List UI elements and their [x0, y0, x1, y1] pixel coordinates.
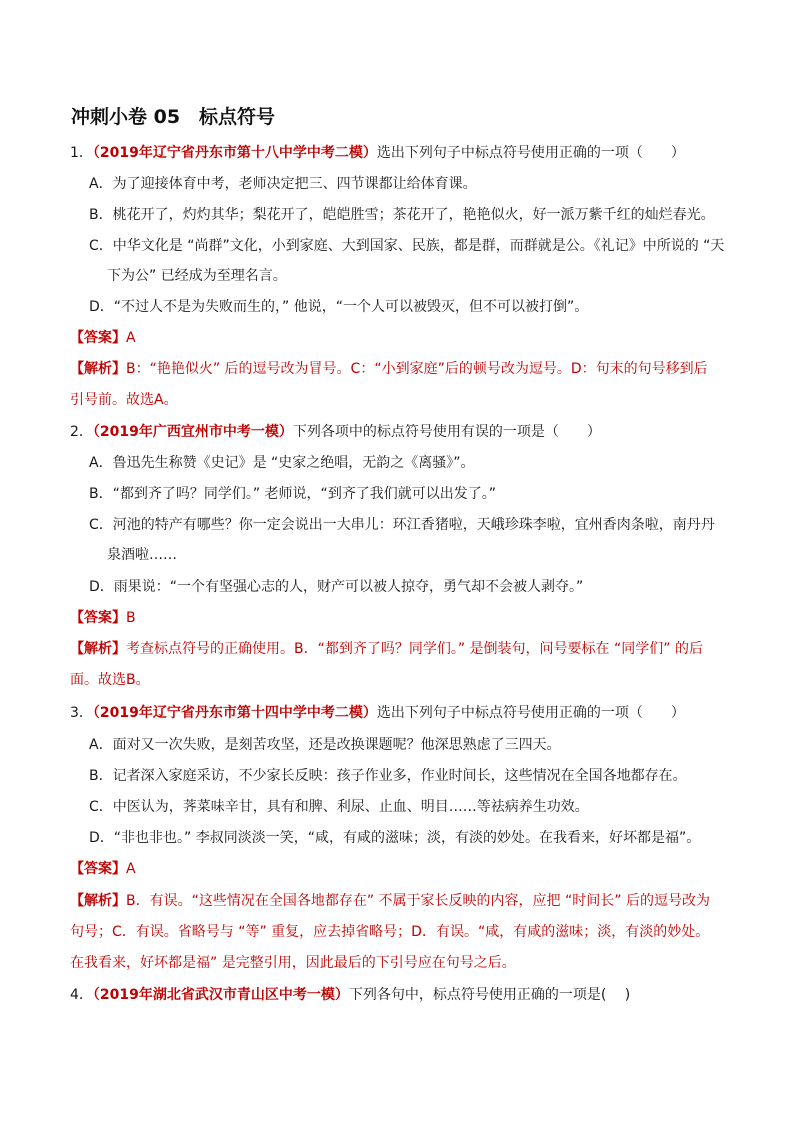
analysis-tag: 【解析】 [70, 641, 126, 657]
question-2-stem [70, 422, 601, 442]
question-text: 下列各项中的标点符号使用有误的一项是（ ） [292, 424, 601, 440]
q3-option-a: A．面对又一次失败，是刻苦攻坚，还是改换课题呢？他深思熟虑了三四天。 [89, 737, 561, 753]
question-source: （2019年广西宜州市中考一模） [92, 424, 293, 440]
q3-option-b: B．记者深入家庭采访，不少家长反映：孩子作业多，作业时间长，这些情况在全国各地都存在。 [89, 768, 687, 784]
q2-analysis-line1 [70, 639, 703, 659]
question-source: （2019年辽宁省丹东市第十八中学中考二模） [92, 145, 377, 161]
analysis-text: B．有误。“这些情况在全国各地都存在” 不属于家长反映的内容，应把 “时间长” 后的逗号改为 [126, 893, 710, 909]
answer-tag: 【答案】 [70, 330, 126, 346]
q2-option-a: A．鲁迅先生称赞《史记》是 “史家之绝唱，无韵之《离骚》”。 [89, 455, 475, 471]
question-4-stem [70, 985, 630, 1005]
question-1-stem [70, 143, 685, 163]
analysis-text: B：“艳艳似火” 后的逗号改为冒号。C：“小到家庭”后的顿号改为逗号。D：句末的句号移到后 [126, 361, 708, 377]
answer-tag: 【答案】 [70, 610, 126, 626]
question-text: 下列各句中，标点符号使用正确的一项是( ) [348, 987, 631, 1003]
q2-option-d: D．雨果说：“一个有坚强心志的人，财产可以被人掠夺，勇气却不会被人剥夺。” [89, 579, 584, 595]
q3-option-d: D．“非也非也。” 李叔同淡淡一笑，“咸，有咸的滋味；淡，有淡的妙处。在我看来，好坏都是福”。 [89, 830, 701, 846]
q2-analysis-line2: 面。故选B。 [70, 672, 150, 688]
page-title: 冲刺小卷 05 标点符号 [71, 106, 276, 128]
q1-option-c-line2: 下为公” 已经成为至理名言。 [107, 268, 287, 284]
q1-option-d: D．“不过人不是为失败而生的，” 他说，“一个人可以被毁灭，但不可以被打倒”。 [89, 299, 589, 315]
q2-option-b: B．“都到齐了吗？同学们。” 老师说，“到齐了我们就可以出发了。” [89, 486, 497, 502]
question-number: 1． [70, 145, 93, 161]
q2-option-c-line2: 泉酒啦…… [107, 547, 177, 563]
q1-analysis-line1 [70, 359, 708, 379]
question-text: 选出下列句子中标点符号使用正确的一项（ ） [376, 145, 685, 161]
q1-option-c-line1: C．中华文化是 “尚群”文化，小到家庭、大到国家、民族，都是群，而群就是公。《礼记》中所说的 “天 [89, 238, 725, 254]
answer-value: B [126, 610, 136, 626]
q1-option-a: A．为了迎接体育中考，老师决定把三、四节课都让给体育课。 [89, 176, 477, 192]
question-source: （2019年湖北省武汉市青山区中考一模） [92, 987, 349, 1003]
q3-answer [70, 859, 136, 879]
question-number: 3． [70, 705, 93, 721]
question-text: 选出下列句子中标点符号使用正确的一项（ ） [376, 705, 685, 721]
question-number: 4． [70, 987, 93, 1003]
question-source: （2019年辽宁省丹东市第十四中学中考二模） [92, 705, 377, 721]
q2-answer [70, 608, 136, 628]
question-number: 2． [70, 424, 93, 440]
answer-tag: 【答案】 [70, 861, 126, 877]
analysis-tag: 【解析】 [70, 893, 126, 909]
answer-value: A [126, 861, 136, 877]
question-3-stem [70, 703, 685, 723]
q3-option-c: C．中医认为，荠菜味辛甘，具有和脾、利尿、止血、明目……等祛病养生功效。 [89, 799, 589, 815]
answer-value: A [126, 330, 136, 346]
q1-answer [70, 328, 136, 348]
q1-analysis-line2: 引号前。故选A。 [70, 392, 178, 408]
q3-analysis-line2: 句号；C．有误。省略号与 “等” 重复，应去掉省略号；D．有误。“咸，有咸的滋味；淡，有淡的妙处。 [70, 924, 710, 940]
q3-analysis-line3: 在我看来，好坏都是福” 是完整引用，因此最后的下引号应在句号之后。 [70, 955, 516, 971]
analysis-tag: 【解析】 [70, 361, 126, 377]
q2-option-c-line1: C．河池的特产有哪些？你一定会说出一大串儿：环江香猪啦，天峨珍珠李啦，宜州香肉条啦，南丹丹 [89, 517, 715, 533]
q1-option-b: B．桃花开了，灼灼其华；梨花开了，皑皑胜雪；茶花开了，艳艳似火，好一派万紫千红的灿烂春光。 [89, 207, 715, 223]
analysis-text: 考查标点符号的正确使用。B．“都到齐了吗？同学们。” 是倒装句，问号要标在 “同学们” 的后 [126, 641, 703, 657]
q3-analysis-line1 [70, 891, 710, 911]
